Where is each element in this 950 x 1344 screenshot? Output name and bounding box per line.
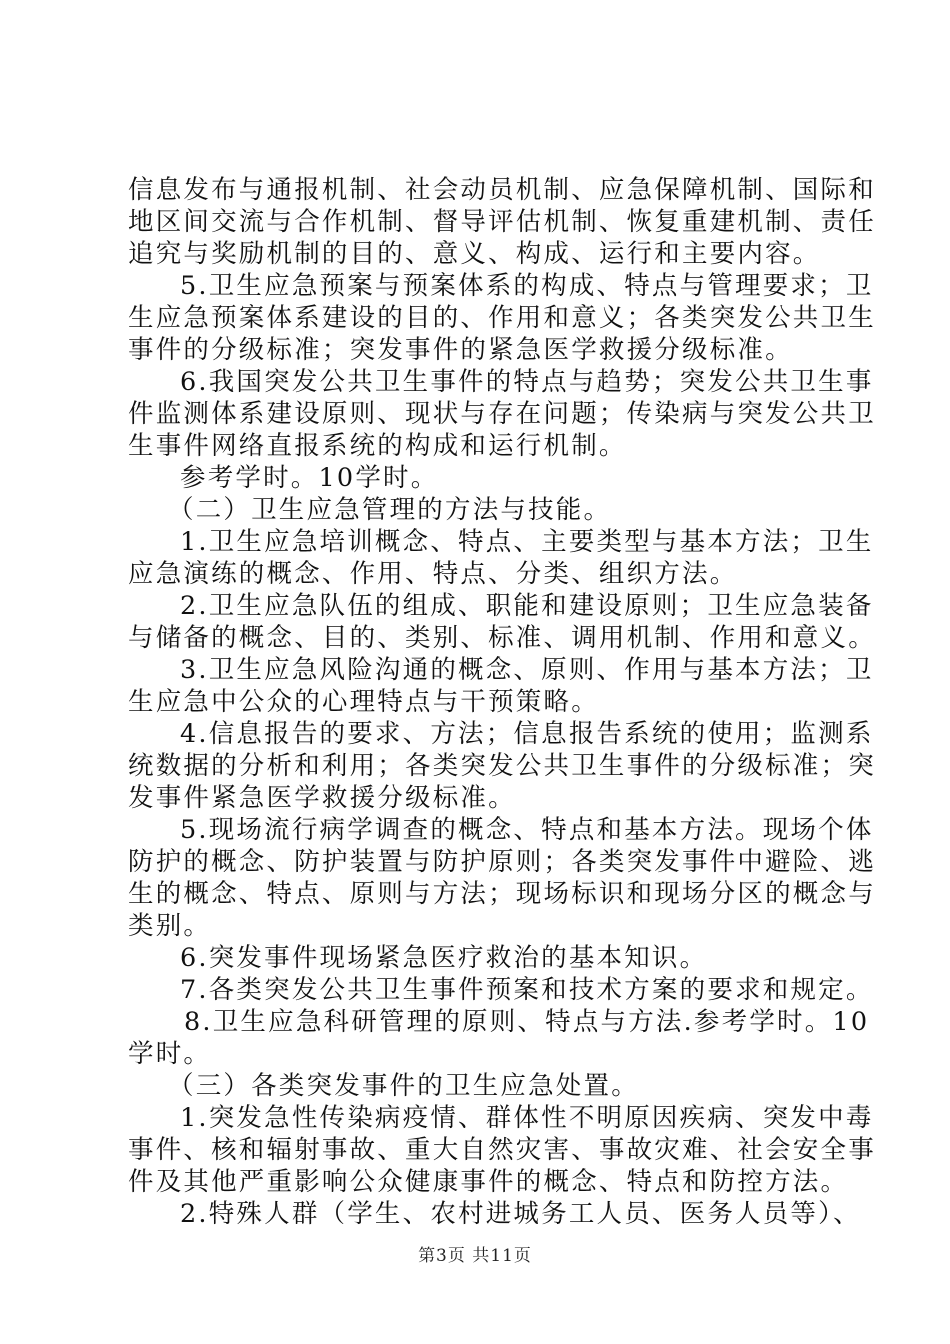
text-line: 统数据的分析和利用；各类突发公共卫生事件的分级标准；突 — [128, 751, 876, 781]
text-line: 事件、核和辐射事故、重大自然灾害、事故灾难、社会安全事 — [128, 1135, 876, 1165]
paragraph-start: 2.特殊人群（学生、农村进城务工人员、医务人员等）、 — [180, 1199, 861, 1229]
text-line: 件及其他严重影响公众健康事件的概念、特点和防控方法。 — [128, 1167, 849, 1197]
text-line: 与储备的概念、目的、类别、标准、调用机制、作用和意义。 — [128, 623, 876, 653]
text-line: 地区间交流与合作机制、督导评估机制、恢复重建机制、责任 — [128, 207, 876, 237]
text-line: 信息发布与通报机制、社会动员机制、应急保障机制、国际和 — [128, 175, 876, 205]
paragraph-start: 5.现场流行病学调查的概念、特点和基本方法。现场个体 — [180, 815, 874, 845]
section-heading: （三）各类突发事件的卫生应急处置。 — [168, 1071, 639, 1101]
text-line: 生事件网络直报系统的构成和运行机制。 — [128, 431, 627, 461]
paragraph-start: 1.卫生应急培训概念、特点、主要类型与基本方法；卫生 — [180, 527, 874, 557]
text-line: 学时。 — [128, 1039, 212, 1069]
paragraph-start: 5.卫生应急预案与预案体系的构成、特点与管理要求；卫 — [180, 271, 874, 301]
text-line: 生应急预案体系建设的目的、作用和意义；各类突发公共卫生 — [128, 303, 876, 333]
paragraph-start: 7.各类突发公共卫生事件预案和技术方案的要求和规定。 — [180, 975, 874, 1005]
document-body — [128, 174, 876, 1230]
paragraph-start: 2.卫生应急队伍的组成、职能和建设原则；卫生应急装备 — [180, 591, 874, 621]
paragraph-start: 1.突发急性传染病疫情、群体性不明原因疾病、突发中毒 — [180, 1103, 874, 1133]
text-line: 应急演练的概念、作用、特点、分类、组织方法。 — [128, 559, 738, 589]
page-footer: 第3页 共11页 — [418, 1246, 532, 1266]
paragraph-start: 8.卫生应急科研管理的原则、特点与方法.参考学时。10 — [184, 1007, 870, 1037]
text-line: 生应急中公众的心理特点与干预策略。 — [128, 687, 599, 717]
text-line: 类别。 — [128, 911, 212, 941]
study-hours-note: 参考学时。10学时。 — [180, 463, 439, 493]
paragraph-start: 4.信息报告的要求、方法；信息报告系统的使用；监测系 — [180, 719, 874, 749]
section-heading: （二）卫生应急管理的方法与技能。 — [168, 495, 612, 525]
paragraph-start: 6.我国突发公共卫生事件的特点与趋势；突发公共卫生事 — [180, 367, 874, 397]
text-line: 件监测体系建设原则、现状与存在问题；传染病与突发公共卫 — [128, 399, 876, 429]
text-line: 追究与奖励机制的目的、意义、构成、运行和主要内容。 — [128, 239, 821, 269]
paragraph-start: 3.卫生应急风险沟通的概念、原则、作用与基本方法；卫 — [180, 655, 874, 685]
text-line: 生的概念、特点、原则与方法；现场标识和现场分区的概念与 — [128, 879, 876, 909]
paragraph-start: 6.突发事件现场紧急医疗救治的基本知识。 — [180, 943, 708, 973]
text-line: 发事件紧急医学救援分级标准。 — [128, 783, 516, 813]
text-line: 防护的概念、防护装置与防护原则；各类突发事件中避险、逃 — [128, 847, 876, 877]
text-line: 事件的分级标准；突发事件的紧急医学救援分级标准。 — [128, 335, 793, 365]
